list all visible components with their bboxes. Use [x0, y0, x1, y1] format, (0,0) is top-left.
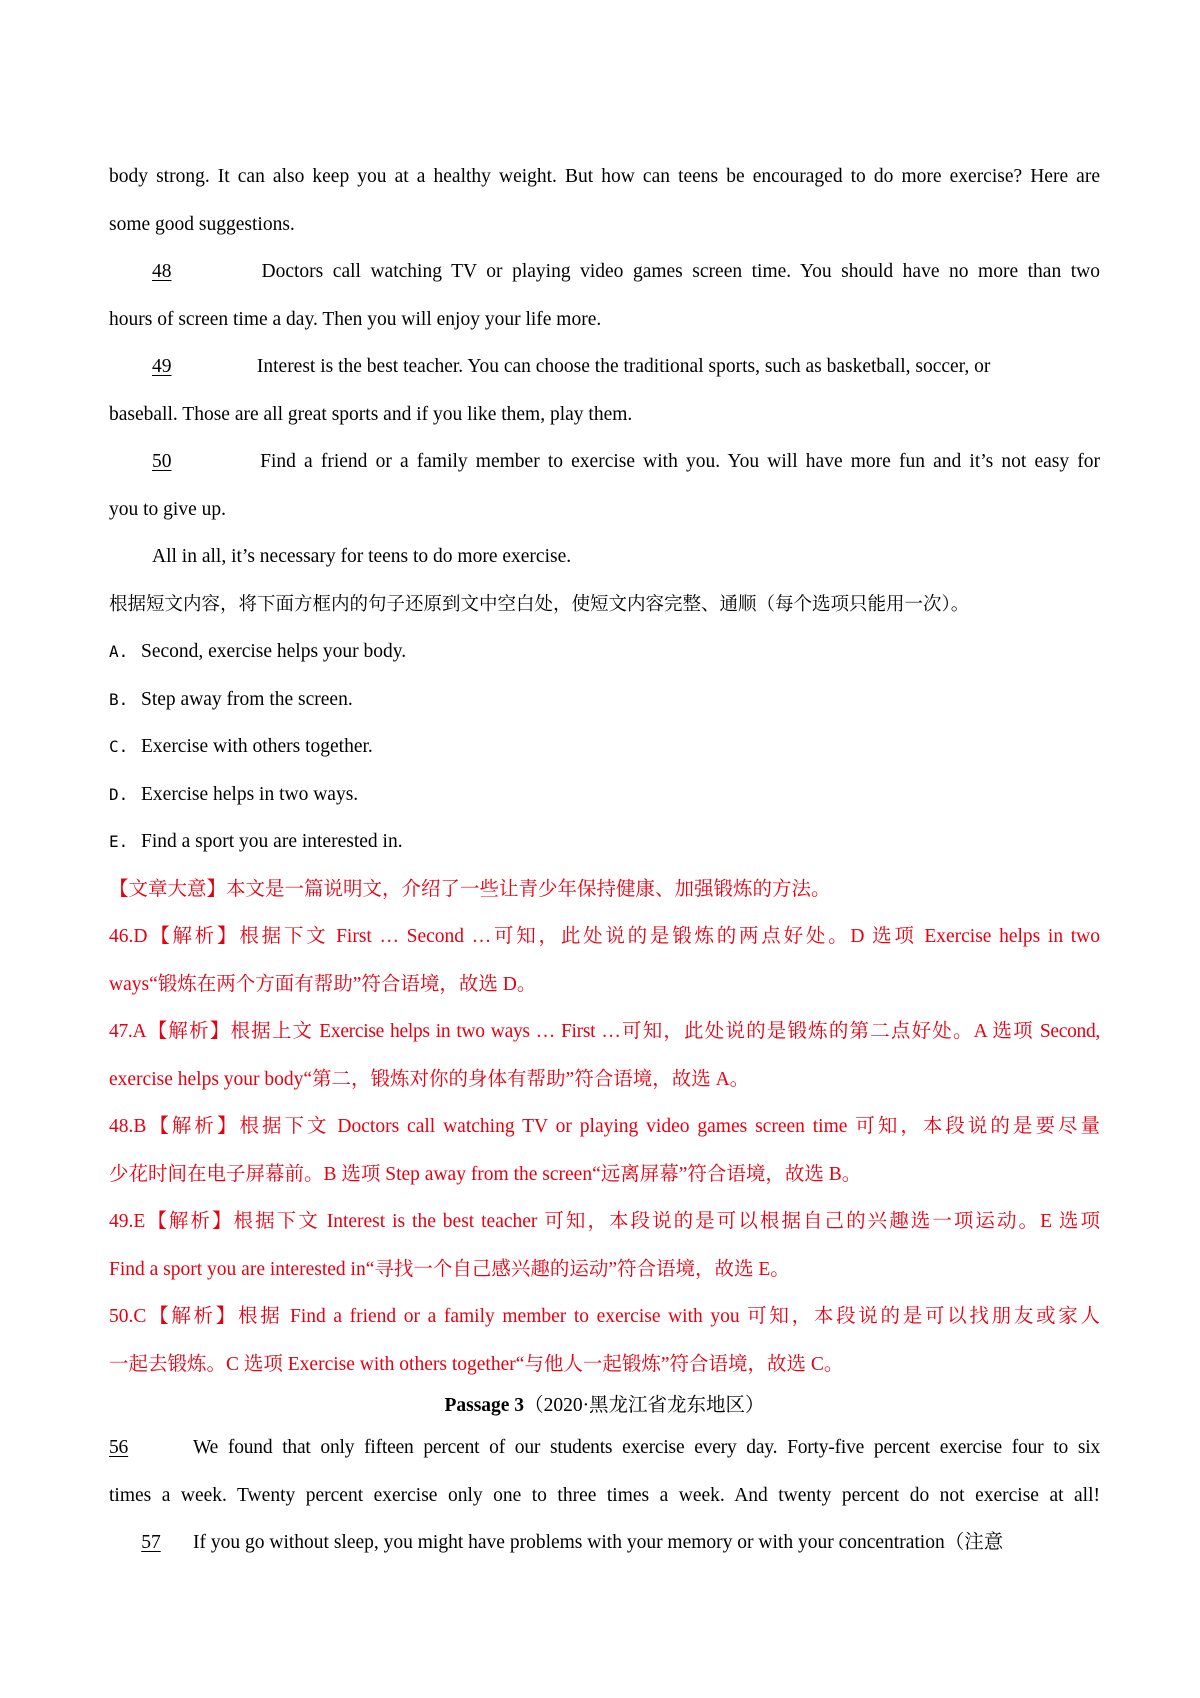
answer-47-line2: exercise helps your body“第二，锻炼对你的身体有帮助”符合语境，故选 A。: [109, 1068, 750, 1090]
option-c: [109, 723, 1100, 771]
answer-50-line1: 50.C【解析】根据 Find a friend or a family member to exercise with you 可知，本段说的是可以找朋友或家人: [109, 1306, 1100, 1327]
blank-56: 56: [109, 1437, 129, 1458]
paragraph-50-text: Find a friend or a family member to exercise with you. You will have more fun and it’s not easy for: [252, 451, 1100, 472]
paragraph-50-line2: you to give up.: [109, 498, 226, 520]
paragraph-56: [109, 1424, 1100, 1472]
option-letter: E.: [109, 832, 129, 851]
answer-49-line1: 49.E【解析】根据下文 Interest is the best teacher 可知，本段说的是可以根据自己的兴趣选一项运动。E 选项: [109, 1211, 1100, 1232]
paragraph-56-text: We found that only fifteen percent of our students exercise every day. Forty-five percent exercise four to six: [193, 1437, 1100, 1458]
answer-48-line2: 少花时间在电子屏幕前。B 选项 Step away from the screen“远离屏幕”符合语境，故选 B。: [109, 1163, 862, 1185]
paragraph-48: [109, 248, 1100, 296]
paragraph-57-text: If you go without sleep, you might have problems with your memory or with your concentration（注意: [193, 1532, 1004, 1553]
option-text: Step away from the screen.: [141, 688, 353, 710]
passage2-intro-line1: body strong. It can also keep you at a healthy weight. But how can teens be encouraged to do more exercise? Here are: [109, 166, 1100, 187]
blank-57: 57: [141, 1532, 161, 1553]
paragraph-57: [109, 1519, 1100, 1567]
conclusion: All in all, it’s necessary for teens to do more exercise.: [152, 546, 572, 567]
option-text: Exercise with others together.: [141, 736, 373, 757]
paragraph-50: [109, 438, 1100, 486]
instruction: 根据短文内容，将下面方框内的句子还原到文中空白处，使短文内容完整、通顺（每个选项只能用一次）。: [109, 593, 970, 615]
passage3-title: [109, 1388, 1100, 1424]
paragraph-48-text: Doctors call watching TV or playing video games screen time. You should have no more than two: [252, 261, 1100, 282]
paragraph-56-line2: times a week. Twenty percent exercise only one to three times a week. And twenty percent do not exercise at all!: [109, 1484, 1100, 1506]
paragraph-49: [109, 343, 1100, 391]
option-b: [109, 676, 1100, 724]
answer-48-line1: 48.B【解析】根据下文 Doctors call watching TV or playing video games screen time 可知，本段说的是要尽量: [109, 1116, 1100, 1137]
paragraph-48-line2: hours of screen time a day. Then you will enjoy your life more.: [109, 308, 602, 330]
option-letter: C.: [109, 737, 129, 756]
answer-analysis: [109, 866, 1100, 1389]
answer-46-line1: 46.D【解析】根据下文 First … Second …可知，此处说的是锻炼的两点好处。D 选项 Exercise helps in two: [109, 926, 1100, 947]
option-e: [109, 818, 1100, 866]
passage2-intro-line2: some good suggestions.: [109, 213, 295, 235]
answer-50-line2: 一起去锻炼。C 选项 Exercise with others together“与他人一起锻炼”符合语境，故选 C。: [109, 1353, 844, 1375]
option-text: Exercise helps in two ways.: [141, 783, 359, 805]
option-letter: D.: [109, 784, 129, 804]
answer-47-line1: 47.A【解析】根据上文 Exercise helps in two ways … First …可知，此处说的是锻炼的第二点好处。A 选项 Second,: [109, 1021, 1100, 1042]
paragraph-49-text: Interest is the best teacher. You can choose the traditional sports, such as basketball, soccer, or: [252, 356, 991, 377]
passage3-title-label: Passage 3: [444, 1395, 525, 1416]
option-a: [109, 628, 1100, 676]
answer-46-line2: ways“锻炼在两个方面有帮助”符合语境，故选 D。: [109, 973, 537, 995]
blank-48: 48: [152, 261, 172, 282]
option-text: Find a sport you are interested in.: [141, 831, 403, 852]
passage3-title-source: （2020·黑龙江省龙东地区）: [524, 1395, 765, 1416]
article-summary: 【文章大意】本文是一篇说明文，介绍了一些让青少年保持健康、加强锻炼的方法。: [109, 878, 831, 900]
option-d: [109, 771, 1100, 819]
option-letter: B.: [109, 689, 129, 709]
option-text: Second, exercise helps your body.: [141, 641, 407, 662]
option-letter: A.: [109, 642, 129, 661]
blank-49: 49: [152, 356, 172, 377]
answer-49-line2: Find a sport you are interested in“寻找一个自己感兴趣的运动”符合语境，故选 E。: [109, 1258, 790, 1280]
paragraph-49-line2: baseball. Those are all great sports and if you like them, play them.: [109, 403, 633, 425]
blank-50: 50: [152, 451, 172, 472]
